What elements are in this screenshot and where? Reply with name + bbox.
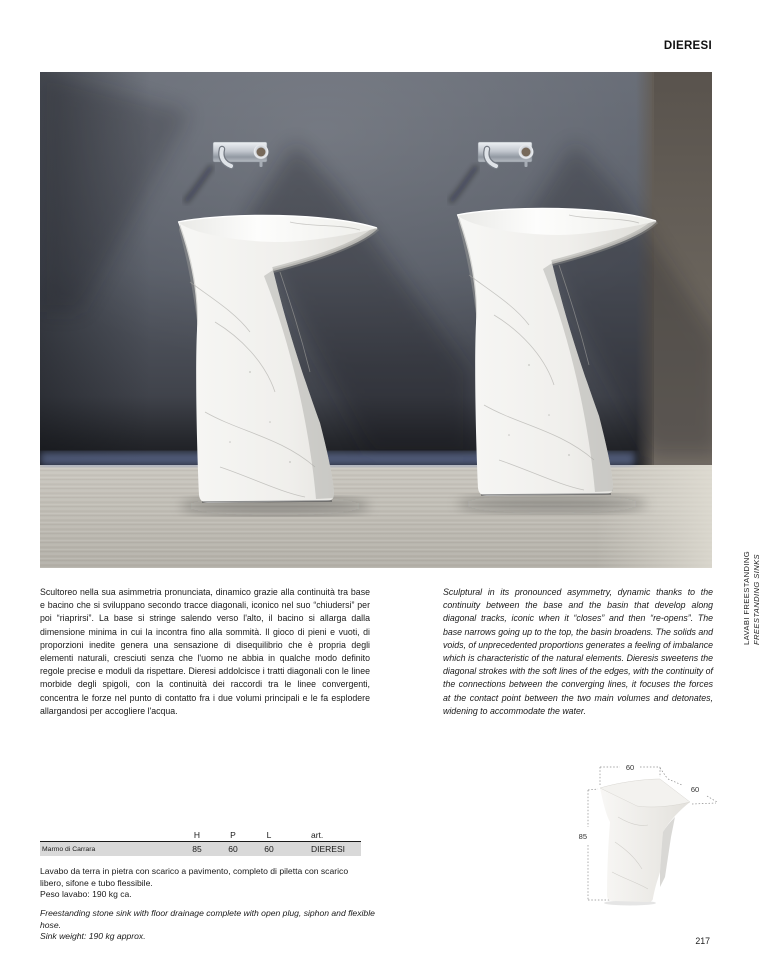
notes-italian-p2: Peso lavabo: 190 kg ca. <box>40 889 132 900</box>
spec-height: 85 <box>192 844 202 854</box>
description-italian: Scultoreo nella sua asimmetria pronunciata, dinamico grazie alla continuità tra base e bacino che si sviluppano secondo tracce diagonali, iconico nel suo “chiudersi” per poi “riaprirsi”. La base si stringe salendo verso l'alto, il bacino si allarga dalla dimensione minima in cui la incontra fino alla sommità. Il gioco di pieni e vuoti, di proporzioni inedite genera una sensazione di disequilibrio che è propria degli elementi naturali, cresciuti senza che l'uomo ne abbia in qualche modo definito regole precise e moduli da rispettare. Dieresi addolcisce i tratti diagonali con le linee morbide degli spigoli, con la continuità dei raccordi tra le linee convergenti, concentra le forze nel punto di contatto fra i due volumi principali e le fa esplodere allargandosi per accogliere l'acqua. <box>40 587 370 716</box>
dimension-height-label: 85 <box>578 832 587 841</box>
dimension-width-label: 60 <box>625 763 635 772</box>
photo-wall <box>40 72 712 467</box>
notes-italian <box>40 866 371 901</box>
spec-col-art: art. <box>311 830 324 840</box>
spec-col-p: P <box>230 830 236 840</box>
page-title: DIERESI <box>663 40 712 52</box>
notes-english-p1: Freestanding stone sink with floor drainage complete with open plug, siphon and flexible hose. <box>40 908 375 930</box>
description-english: Sculptural in its pronounced asymmetry, dynamic thanks to the continuity between the base and the basin that develop along diagonal tracks, iconic when it “closes” and then “re-opens”. The base narrows going up to the top, the basin broadens. The solids and voids, of unprecedented proportions generates a feeling of imbalance which is characteristic of the natural elements. Dieresis sweetens the diagonal strokes with the soft lines of the edges, with the continuity of the connections between the converging lines, it focuses the forces at the contact point between the two main volumes and detonates, widening to accommodate the water. <box>443 587 713 716</box>
photo-floor <box>40 452 712 568</box>
spec-depth: 60 <box>228 844 238 854</box>
spec-col-l: L <box>266 830 272 840</box>
category-label-italian: LAVABI FREESTANDING <box>742 550 751 645</box>
spec-table <box>40 827 361 856</box>
product-photo-image <box>40 72 712 568</box>
spec-material: Marmo di Carrara <box>42 845 96 853</box>
floor-shadow-right <box>457 495 647 513</box>
spec-table-header <box>40 827 361 842</box>
category-label-english: FREESTANDING SINKS <box>752 553 761 645</box>
notes-english-p2: Sink weight: 190 kg approx. <box>40 931 146 942</box>
notes-english <box>40 908 380 943</box>
spec-width: 60 <box>264 844 274 854</box>
spec-table-row <box>40 842 361 856</box>
category-sidebar-label <box>742 515 764 645</box>
dimension-depth-label: 60 <box>690 785 700 794</box>
notes-italian-p1: Lavabo da terra in pietra con scarico a pavimento, completo di piletta con scarico libero, sifone e tubo flessibile. <box>40 866 349 888</box>
spec-col-h: H <box>193 830 201 840</box>
spec-article: DIERESI <box>311 844 346 854</box>
dimension-diagram <box>570 757 730 907</box>
product-photo <box>40 72 712 568</box>
page-number: 217 <box>695 936 710 946</box>
diagram-sink <box>600 779 690 902</box>
